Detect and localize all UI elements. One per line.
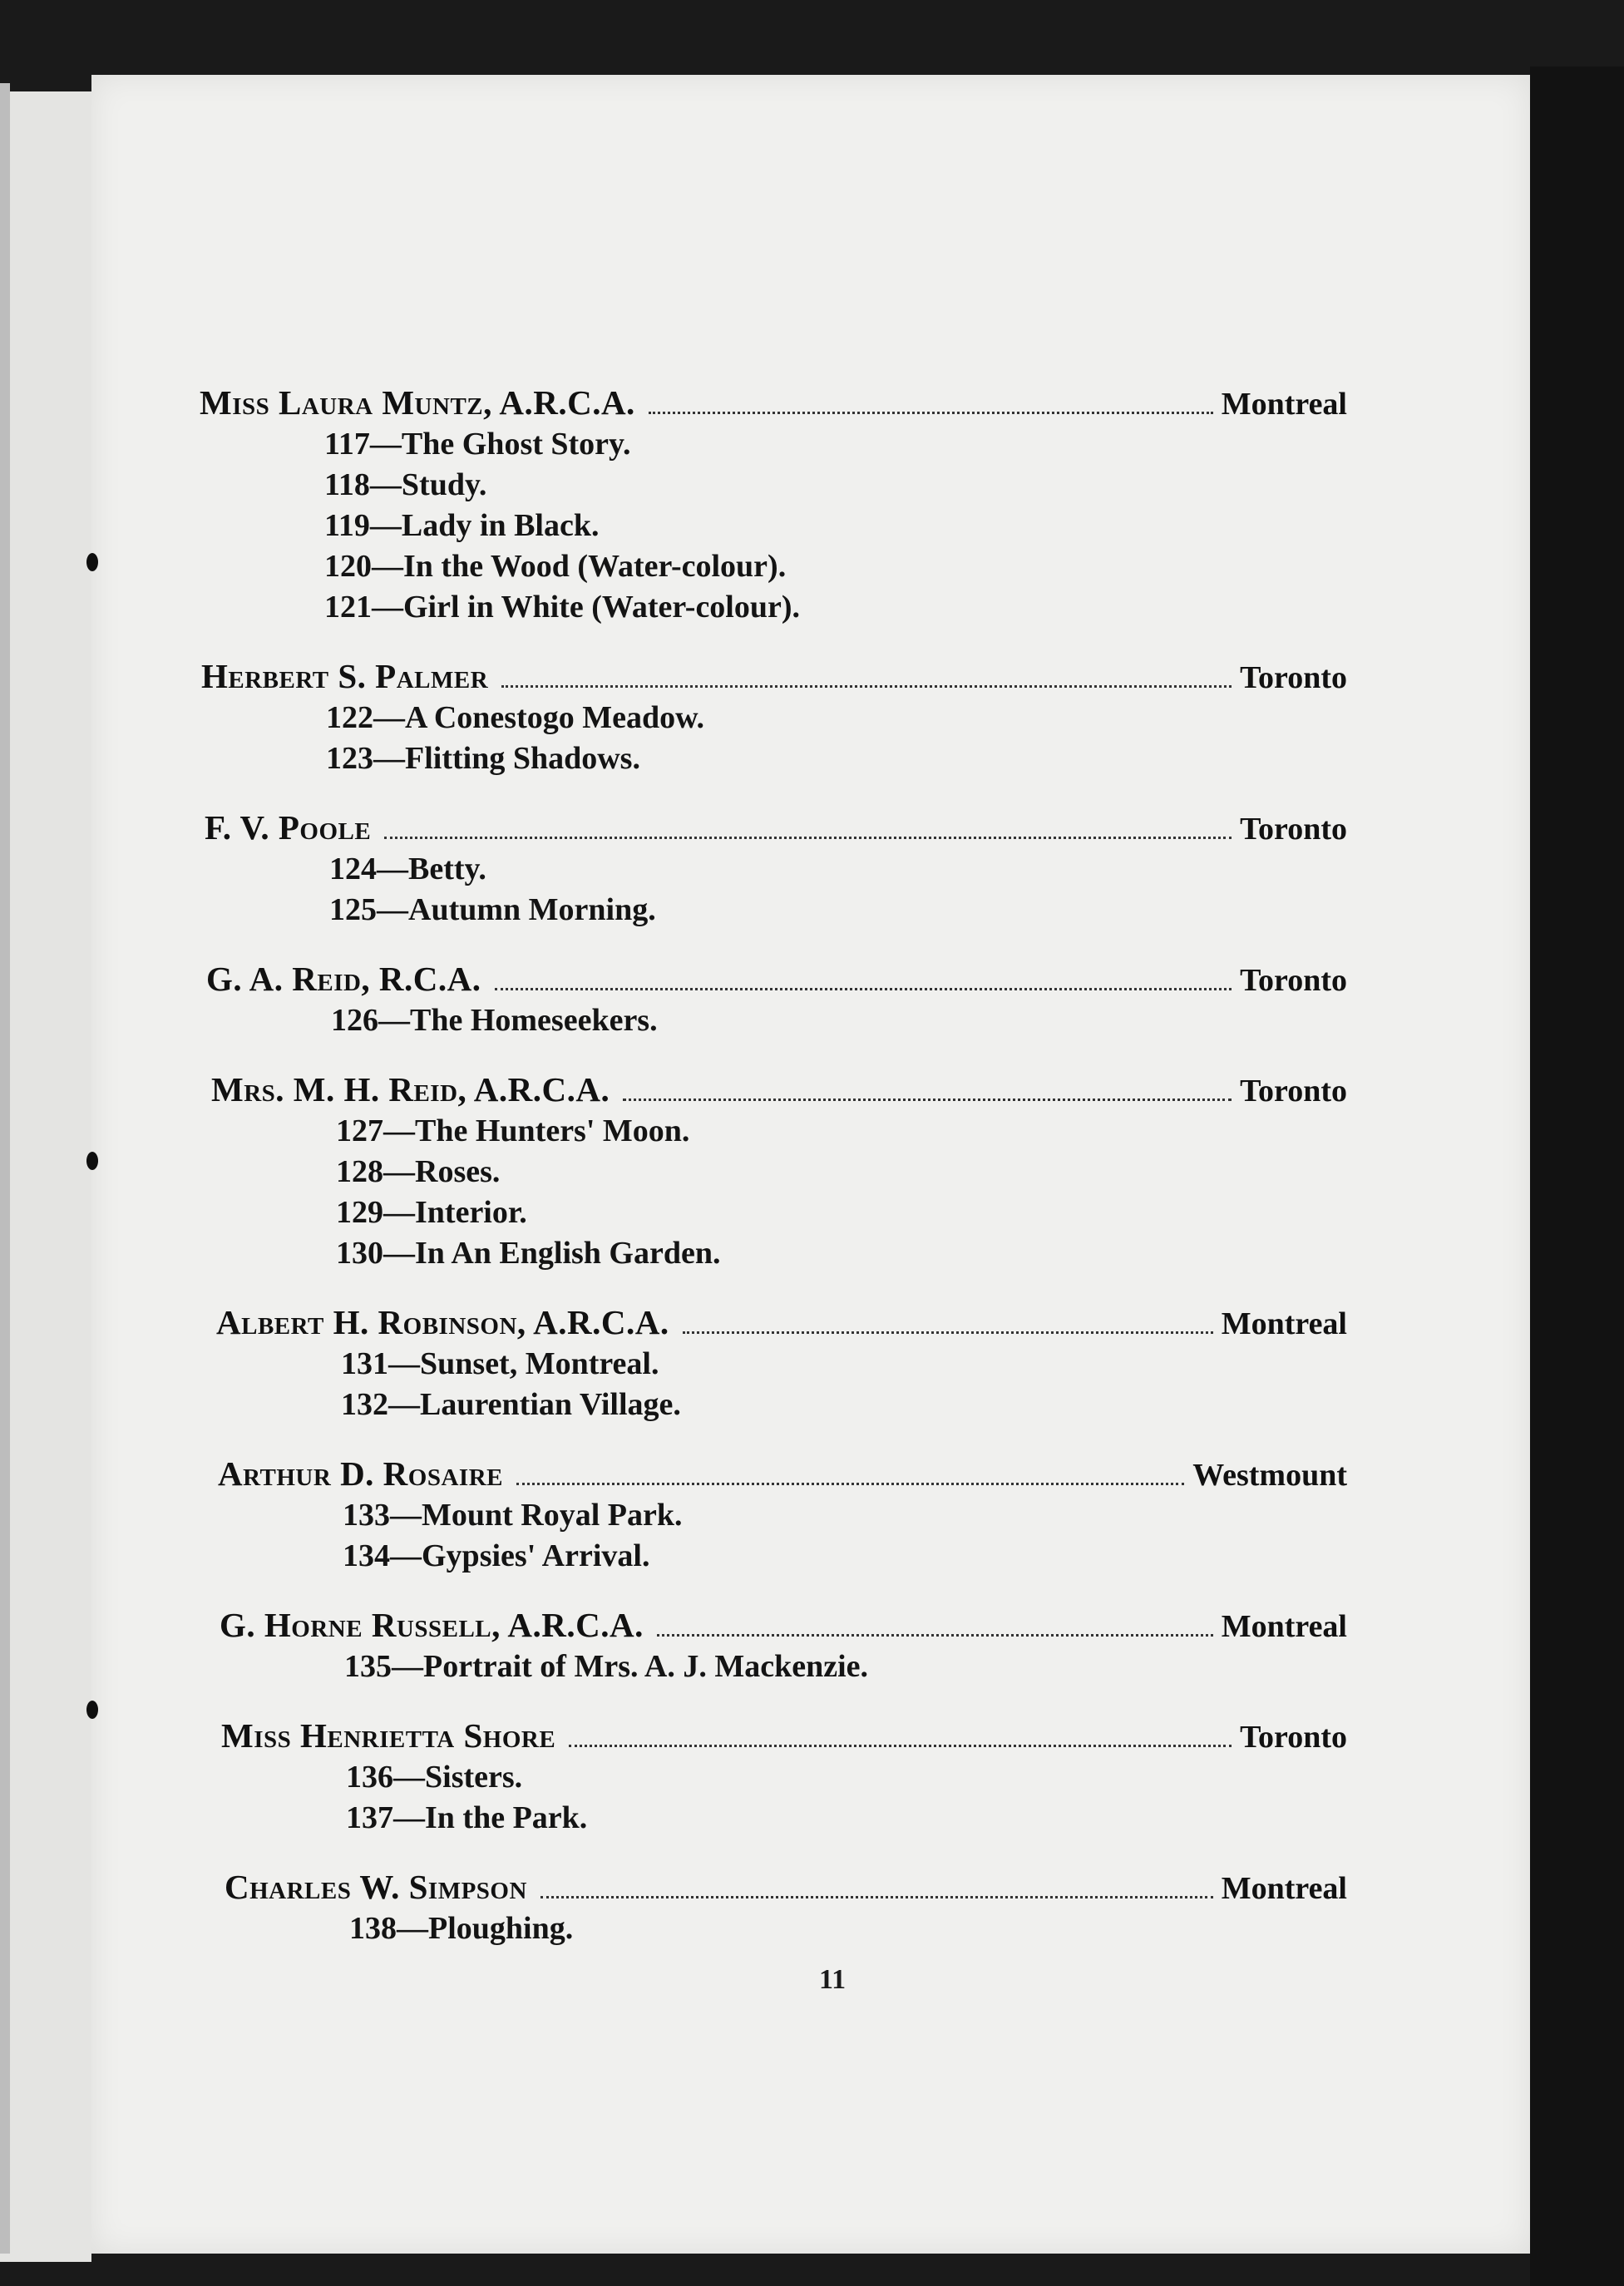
dot-leader — [384, 837, 1232, 839]
work-item: 124—Betty. — [329, 852, 486, 886]
work-item: 131—Sunset, Montreal. — [341, 1346, 659, 1381]
artist-entry — [218, 1454, 1347, 1577]
works-list — [225, 1908, 1347, 1949]
artist-city: Montreal — [1221, 1871, 1347, 1906]
artist-entries — [200, 383, 1347, 1977]
binding-hole — [86, 1152, 98, 1170]
artist-row — [211, 1069, 1347, 1109]
artist-entry — [220, 1605, 1347, 1687]
artist-row — [220, 1605, 1347, 1645]
artist-entry — [200, 383, 1347, 628]
dot-leader — [501, 685, 1232, 688]
dot-leader — [516, 1483, 1184, 1485]
work-item: 128—Roses. — [336, 1154, 501, 1189]
artist-row — [200, 383, 1347, 422]
artist-row — [205, 807, 1347, 847]
artist-name: Albert H. Robinson, A.R.C.A. — [216, 1303, 669, 1341]
work-item: 120—In the Wood (Water-colour). — [324, 549, 787, 584]
artist-city: Montreal — [1221, 387, 1347, 422]
dot-leader — [541, 1896, 1213, 1898]
artist-entry — [211, 1069, 1347, 1274]
artist-city: Westmount — [1192, 1458, 1347, 1493]
work-item: 118—Study. — [324, 467, 487, 502]
works-list — [211, 1111, 1347, 1274]
page-number: 11 — [819, 1964, 847, 1995]
artist-city: Montreal — [1221, 1609, 1347, 1644]
work-item: 122—A Conestogo Meadow. — [326, 700, 704, 735]
artist-city: Toronto — [1240, 1074, 1347, 1108]
facing-page — [0, 91, 91, 2262]
dot-leader — [623, 1099, 1232, 1101]
dot-leader — [495, 988, 1232, 990]
works-list — [216, 1344, 1347, 1425]
work-item: 129—Interior. — [336, 1195, 527, 1230]
artist-row — [201, 656, 1347, 696]
scan-background — [1530, 67, 1624, 2286]
artist-city: Toronto — [1240, 1720, 1347, 1755]
artist-row — [216, 1302, 1347, 1342]
artist-name: G. A. Reid, R.C.A. — [206, 960, 481, 998]
artist-row — [218, 1454, 1347, 1494]
artist-name: Miss Henrietta Shore — [221, 1716, 556, 1755]
works-list — [200, 424, 1347, 628]
work-item: 121—Girl in White (Water-colour). — [324, 590, 801, 625]
artist-row — [221, 1716, 1347, 1755]
work-item: 135—Portrait of Mrs. A. J. Mackenzie. — [344, 1649, 868, 1684]
artist-entry — [221, 1716, 1347, 1839]
work-item: 136—Sisters. — [346, 1760, 523, 1795]
work-item: 137—In the Park. — [346, 1800, 588, 1835]
works-list — [221, 1757, 1347, 1839]
works-list — [201, 698, 1347, 779]
artist-row — [225, 1867, 1347, 1907]
dot-leader — [657, 1634, 1213, 1637]
dot-leader — [569, 1745, 1232, 1747]
work-item: 138—Ploughing. — [349, 1911, 574, 1946]
work-item: 123—Flitting Shadows. — [326, 741, 640, 776]
page-gutter — [0, 83, 10, 2254]
artist-entry — [225, 1867, 1347, 1949]
work-item: 132—Laurentian Village. — [341, 1387, 681, 1422]
work-item: 130—In An English Garden. — [336, 1236, 721, 1271]
artist-entry — [216, 1302, 1347, 1425]
artist-city: Montreal — [1221, 1306, 1347, 1341]
artist-name: Miss Laura Muntz, A.R.C.A. — [200, 383, 635, 422]
artist-city: Toronto — [1240, 963, 1347, 998]
works-list — [205, 849, 1347, 931]
work-item: 119—Lady in Black. — [324, 508, 600, 543]
work-item: 134—Gypsies' Arrival. — [343, 1538, 650, 1573]
artist-city: Toronto — [1240, 660, 1347, 695]
artist-row — [206, 959, 1347, 999]
artist-name: G. Horne Russell, A.R.C.A. — [220, 1606, 644, 1644]
dot-leader — [683, 1331, 1213, 1334]
work-item: 117—The Ghost Story. — [324, 427, 631, 462]
artist-entry — [201, 656, 1347, 779]
binding-hole — [86, 1701, 98, 1719]
works-list — [220, 1647, 1347, 1687]
artist-entry — [206, 959, 1347, 1041]
dot-leader — [649, 412, 1213, 414]
work-item: 133—Mount Royal Park. — [343, 1498, 683, 1533]
artist-name: F. V. Poole — [205, 808, 372, 847]
artist-name: Mrs. M. H. Reid, A.R.C.A. — [211, 1070, 610, 1108]
work-item: 126—The Homeseekers. — [331, 1003, 658, 1038]
works-list — [206, 1000, 1347, 1041]
artist-entry — [205, 807, 1347, 931]
artist-city: Toronto — [1240, 812, 1347, 847]
work-item: 125—Autumn Morning. — [329, 892, 656, 927]
artist-name: Charles W. Simpson — [225, 1868, 527, 1906]
artist-name: Herbert S. Palmer — [201, 657, 489, 695]
work-item: 127—The Hunters' Moon. — [336, 1113, 690, 1148]
artist-name: Arthur D. Rosaire — [218, 1454, 503, 1493]
binding-hole — [86, 553, 98, 571]
works-list — [218, 1495, 1347, 1577]
